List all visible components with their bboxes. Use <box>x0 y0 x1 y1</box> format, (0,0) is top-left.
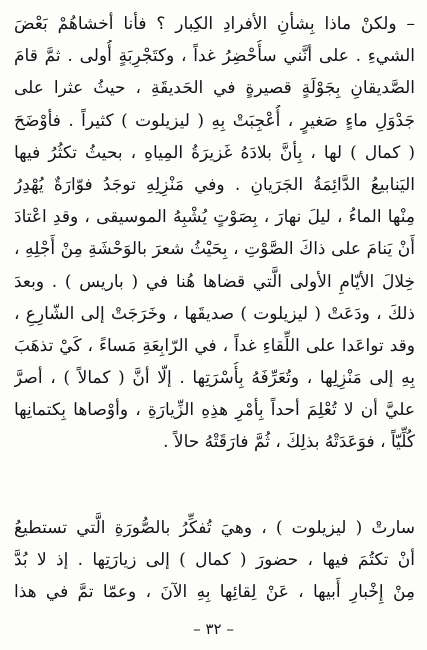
text-line: كُلِّيّاً ، فوَعَدَتْهُ بذلِكَ ، ثُمَّ فارَقَتْهُ حالاً . <box>163 432 415 453</box>
text-line: عليَّ أن لا تُعْلِمَ أحداً بِأمْرِ هذِهِ الزِّيارَةِ ، وأوْصاها بِكتمانِها <box>14 400 415 421</box>
paragraph-two <box>14 512 415 609</box>
text-line: مِنْ إِخْبارِ أَبيها ، عَنْ لِقائِها بِهِ الآنَ ، وعمّا تمَّ في هذا <box>14 582 415 603</box>
text-line: سارتْ ( ليزيلوت ) ، وهيَ تُفكِّرُ بالصُّورَةِ الَّتي تستطيعُ <box>14 518 415 538</box>
text-line: مِنْها الماءُ ، ليلَ نهارَ ، بِصَوْتٍ يُشْبِهُ الموسيقى ، وقدِ اعْتادَ <box>14 207 415 228</box>
text-line: خِلالَ الأيّامِ الأولى الَّتي قضاها هُنا في ( باريس ) . وبعدَ <box>14 271 415 292</box>
text-line: جَدْوَلِ ماءٍ صَغيرٍ ، أُعْجِبَتْ بِهِ ( ليزيلوت ) كثيراً . فأوْضَحَ <box>14 110 415 131</box>
text-line: الشيءِ . على أنَّني سأُحْضِرُ غداً ، وكتَجْرِبَةٍ أُولى . ثمَّ قامَ <box>14 46 415 67</box>
text-line: ( كمال ) لها ، بِأنَّ بلادَهُ غَزيرَةُ المِياهِ ، بحيثُ تكثُرُ فيها <box>14 142 415 163</box>
text-line: وقد تواعَدا على اللِّقاءِ غداً ، في الرّابِعَةِ مَساءً ، كَيْ تذهَبَ <box>14 335 415 356</box>
page-number: – ٣٢ – <box>193 620 234 638</box>
text-line: ذلكَ ، ودَعَتْ ( ليزيلوت ) صديقَها ، وخَرَجَتْ إلى الشّارِعِ ، <box>14 303 415 324</box>
text-line: أنْ تكتُمَ فيها ، حضورَ ( كمال ) إلى زيارَتِها . إذ لا بُدَّ <box>14 550 415 571</box>
paragraph-one <box>14 8 415 459</box>
text-line: اليَنابيعُ الدَّائِمَةُ الجَرَيانِ . وفي مَنْزِلِهِ توجَدُ فوّارَةٌ يُهْدِرُ <box>14 174 415 195</box>
text-line: – ولكنْ ماذا بِشأنِ الأفرادِ الكِبار ؟ فأنا أخشاهُمْ بَعْضَ <box>14 14 415 34</box>
text-line: بِهِ إلى مَنْزِلِها ، وتُعَرِّفَهُ بِأُسْرَتِها . إلّا أنَّ ( كمالاً ) ، أصرَّ <box>14 368 415 389</box>
text-line: أَنْ يَنامَ على ذاكَ الصَّوْتِ ، بِحَيْثُ شعرَ بالوَحْشَةِ مِنْ أَجْلِهِ ، <box>14 239 415 260</box>
text-line: الصَّديقانِ بِجَوْلَةٍ قصيرةٍ في الحَديقَةِ ، حيثُ عثرا على <box>14 78 415 99</box>
